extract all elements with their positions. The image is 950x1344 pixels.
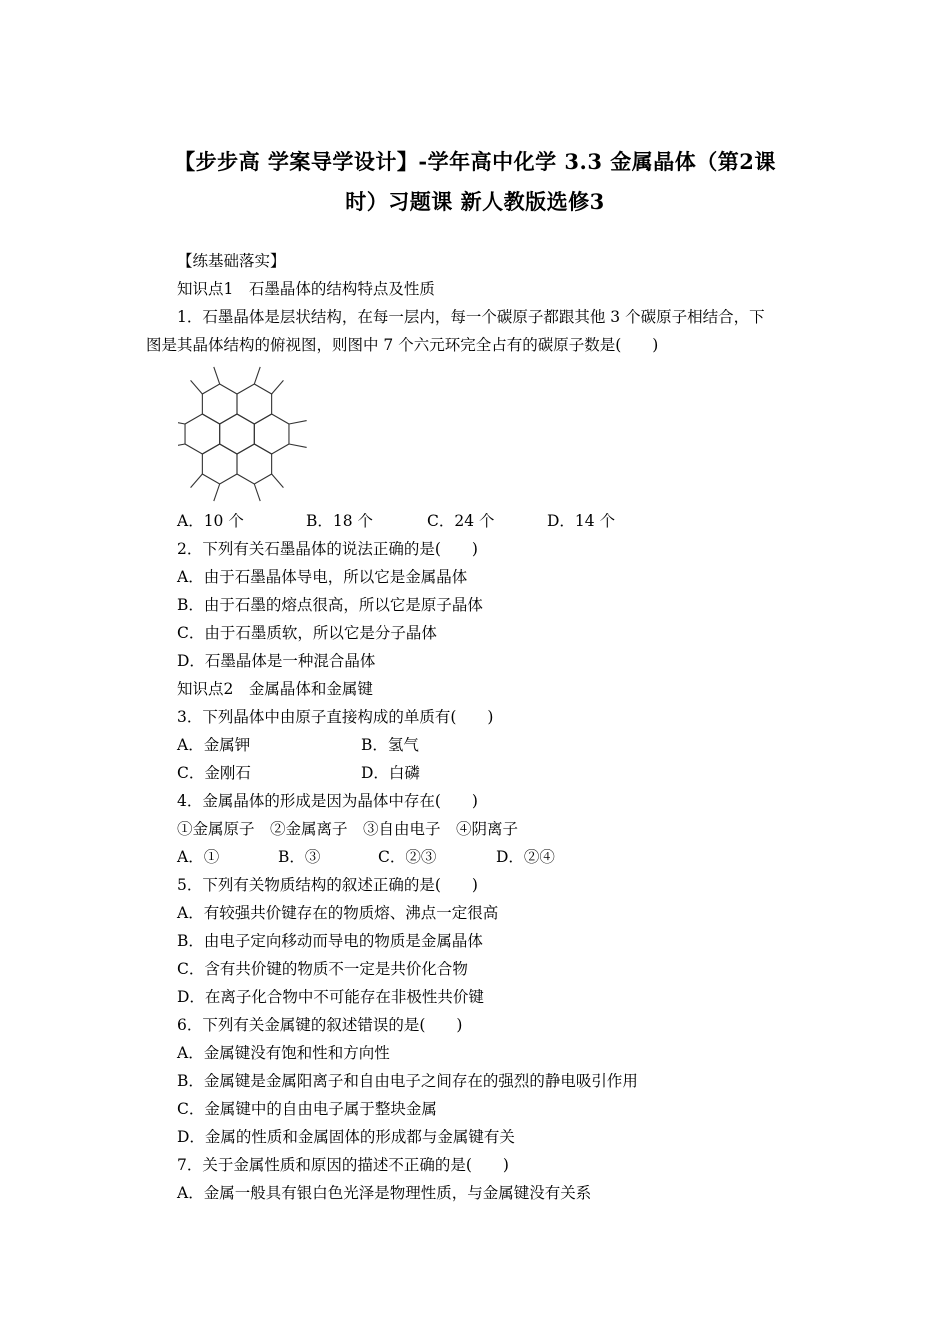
page-title-line1: 【步步高 学案导学设计】-学年高中化学 3.3 金属晶体（第2课	[174, 149, 776, 174]
section-header: 【练基础落实】	[177, 252, 286, 270]
dangling-bond-6	[191, 380, 203, 394]
question-5-option-d: D．在离子化合物中不可能存在非极性共价键	[177, 988, 484, 1006]
dangling-bond-4	[289, 444, 307, 447]
dangling-bond-5	[214, 367, 220, 384]
question-2-option-c: C．由于石墨质软，所以它是分子晶体	[177, 624, 437, 642]
dangling-bond-1	[178, 444, 185, 447]
question-7-option-a: A．金属一般具有银白色光泽是物理性质，与金属键没有关系	[177, 1184, 592, 1202]
question-1-option-d: D．14 个	[547, 512, 616, 530]
question-2-stem: 2．下列有关石墨晶体的说法正确的是( )	[177, 540, 478, 558]
question-3-option-a: A．金属钾	[177, 736, 251, 754]
question-7-stem: 7．关于金属性质和原因的描述不正确的是( )	[177, 1156, 509, 1174]
question-1-stem-line1: 1．石墨晶体是层状结构，在每一层内，每一个碳原子都跟其他 3 个碳原子相结合，下	[177, 308, 765, 326]
dangling-bond-7	[254, 367, 260, 384]
hexagon-ring-5	[237, 384, 272, 424]
dangling-bond-10	[191, 474, 203, 488]
hexagon-ring-7	[237, 444, 272, 484]
question-3-option-b: B．氢气	[361, 736, 419, 754]
knowledge-point-1: 知识点1 石墨晶体的结构特点及性质	[177, 280, 435, 298]
hexagon-ring-2	[185, 414, 220, 454]
question-1-option-c: C．24 个	[427, 512, 495, 530]
question-4-stem: 4．金属晶体的形成是因为晶体中存在( )	[177, 792, 478, 810]
question-6-option-d: D．金属的性质和金属固体的形成都与金属键有关	[177, 1128, 515, 1146]
graphite-hexagon-diagram	[178, 362, 338, 512]
dangling-bond-9	[214, 484, 220, 501]
question-2-option-d: D．石墨晶体是一种混合晶体	[177, 652, 376, 670]
question-4-items: ①金属原子 ②金属离子 ③自由电子 ④阴离子	[177, 820, 519, 838]
question-5-stem: 5．下列有关物质结构的叙述正确的是( )	[177, 876, 478, 894]
hexagon-ring-4	[202, 384, 237, 424]
knowledge-point-2: 知识点2 金属晶体和金属键	[177, 680, 373, 698]
question-1-option-b: B．18 个	[306, 512, 374, 530]
question-4-option-b: B．③	[278, 848, 321, 866]
question-5-option-c: C．含有共价键的物质不一定是共价化合物	[177, 960, 468, 978]
question-2-option-b: B．由于石墨的熔点很高，所以它是原子晶体	[177, 596, 483, 614]
dangling-bond-3	[289, 421, 307, 424]
question-4-option-d: D．②④	[496, 848, 555, 866]
question-6-option-c: C．金属键中的自由电子属于整块金属	[177, 1100, 437, 1118]
dangling-bond-12	[254, 484, 260, 501]
question-2-option-a: A．由于石墨晶体导电，所以它是金属晶体	[177, 568, 468, 586]
question-5-option-b: B．由电子定向移动而导电的物质是金属晶体	[177, 932, 483, 950]
hexagon-ring-3	[254, 414, 289, 454]
dangling-bond-11	[272, 474, 284, 488]
question-6-option-a: A．金属键没有饱和性和方向性	[177, 1044, 390, 1062]
question-6-option-b: B．金属键是金属阳离子和自由电子之间存在的强烈的静电吸引作用	[177, 1072, 638, 1090]
question-3-option-c: C．金刚石	[177, 764, 251, 782]
question-1-stem-line2: 图是其晶体结构的俯视图，则图中 7 个六元环完全占有的碳原子数是( )	[146, 336, 659, 354]
dangling-bond-2	[178, 421, 185, 424]
question-3-stem: 3．下列晶体中由原子直接构成的单质有( )	[177, 708, 494, 726]
dangling-bond-8	[272, 380, 284, 394]
hexagon-ring-6	[202, 444, 237, 484]
question-1-option-a: A．10 个	[177, 512, 244, 530]
question-4-option-c: C．②③	[378, 848, 437, 866]
question-3-option-d: D．白磷	[361, 764, 420, 782]
question-4-option-a: A．①	[177, 848, 220, 866]
hexagon-ring-1	[220, 414, 255, 454]
question-6-stem: 6．下列有关金属键的叙述错误的是( )	[177, 1016, 463, 1034]
question-5-option-a: A．有较强共价键存在的物质熔、沸点一定很高	[177, 904, 499, 922]
page-title-line2: 时）习题课 新人教版选修3	[345, 189, 605, 214]
